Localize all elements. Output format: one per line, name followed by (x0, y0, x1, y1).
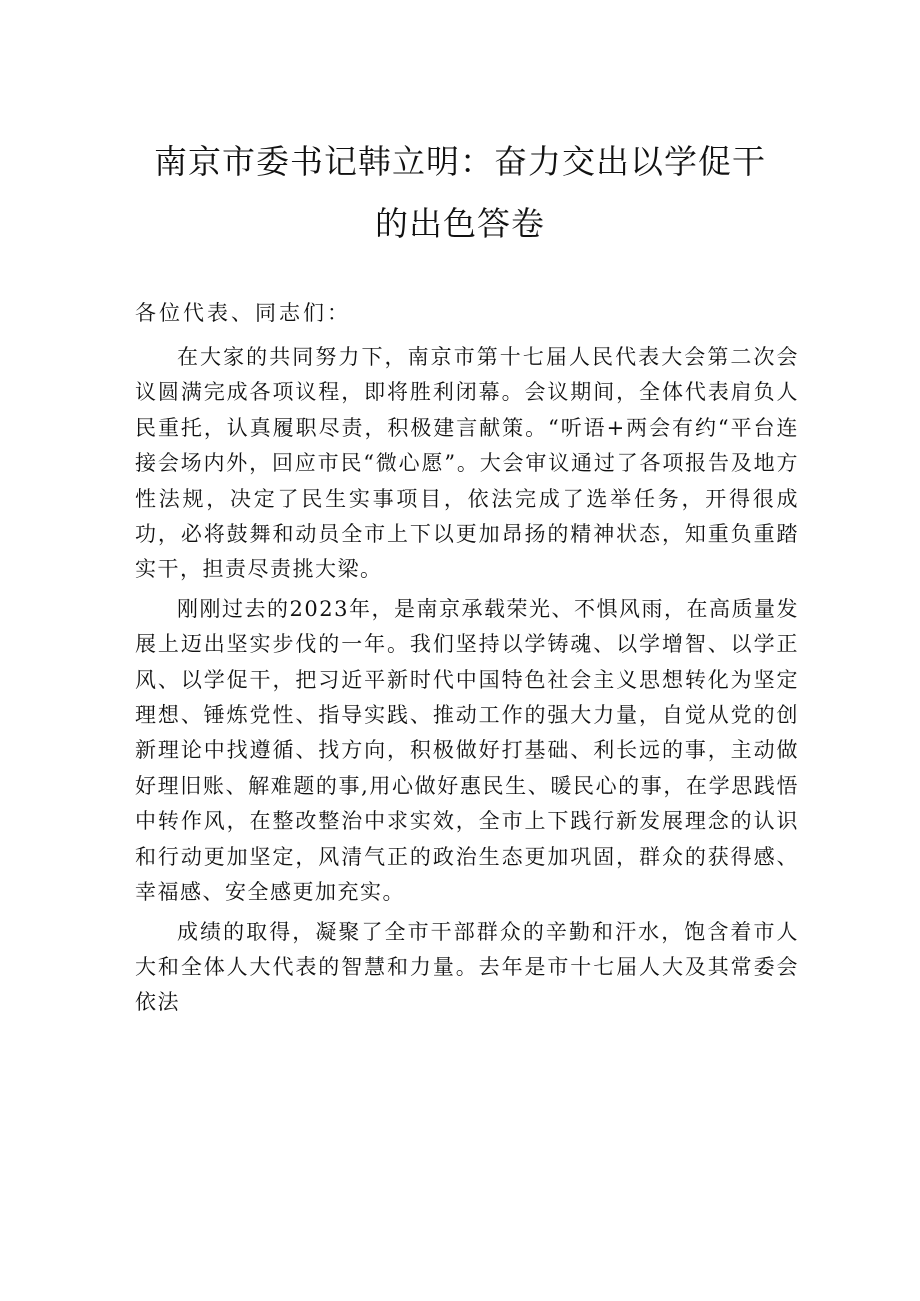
document-title-line-1: 南京市委书记韩立明：奋力交出以学促干 (154, 142, 766, 181)
paragraph-2: 刚刚过去的2023年，是南京承载荣光、不惧风雨，在高质量发展上迈出坚实步伐的一年。我们坚持以学铸魂、以学增智、以学正风、以学促干，把习近平新时代中国特色社会主义思想转化为坚定理想、锤炼党性、指导实践、推动工作的强大力量，自觉从党的创新理论中找遵循、找方向，积极做好打基础、利长远的事，主动做好理旧账、解难题的事,用心做好惠民生、暖民心的事，在学思践悟中转作风，在整改整治中求实效，全市上下践行新发展理念的认识和行动更加坚定，风清气正的政治生态更加巩固，群众的获得感、幸福感、安全感更加充实。 (135, 596, 799, 905)
paragraph-1: 在大家的共同努力下，南京市第十七届人民代表大会第二次会议圆满完成各项议程，即将胜利闭幕。会议期间，全体代表肩负人民重托，认真履职尽责，积极建言献策。“听语+两会有约“平台连接会场内外，回应市民“微心愿”。大会审议通过了各项报告及地方性法规，决定了民生实事项目，依法完成了选举任务，开得很成功，必将鼓舞和动员全市上下以更加昂扬的精神状态，知重负重踏实干，担责尽责挑大梁。 (135, 345, 799, 582)
paragraph-3: 成绩的取得，凝聚了全市干部群众的辛勤和汗水，饱含着市人大和全体人大代表的智慧和力量。去年是市十七届人大及其常委会依法 (135, 919, 799, 1015)
document-body (135, 340, 799, 1025)
document-title-line-2: 的出色答卷 (375, 204, 545, 243)
greeting: 各位代表、同志们： (135, 301, 351, 325)
